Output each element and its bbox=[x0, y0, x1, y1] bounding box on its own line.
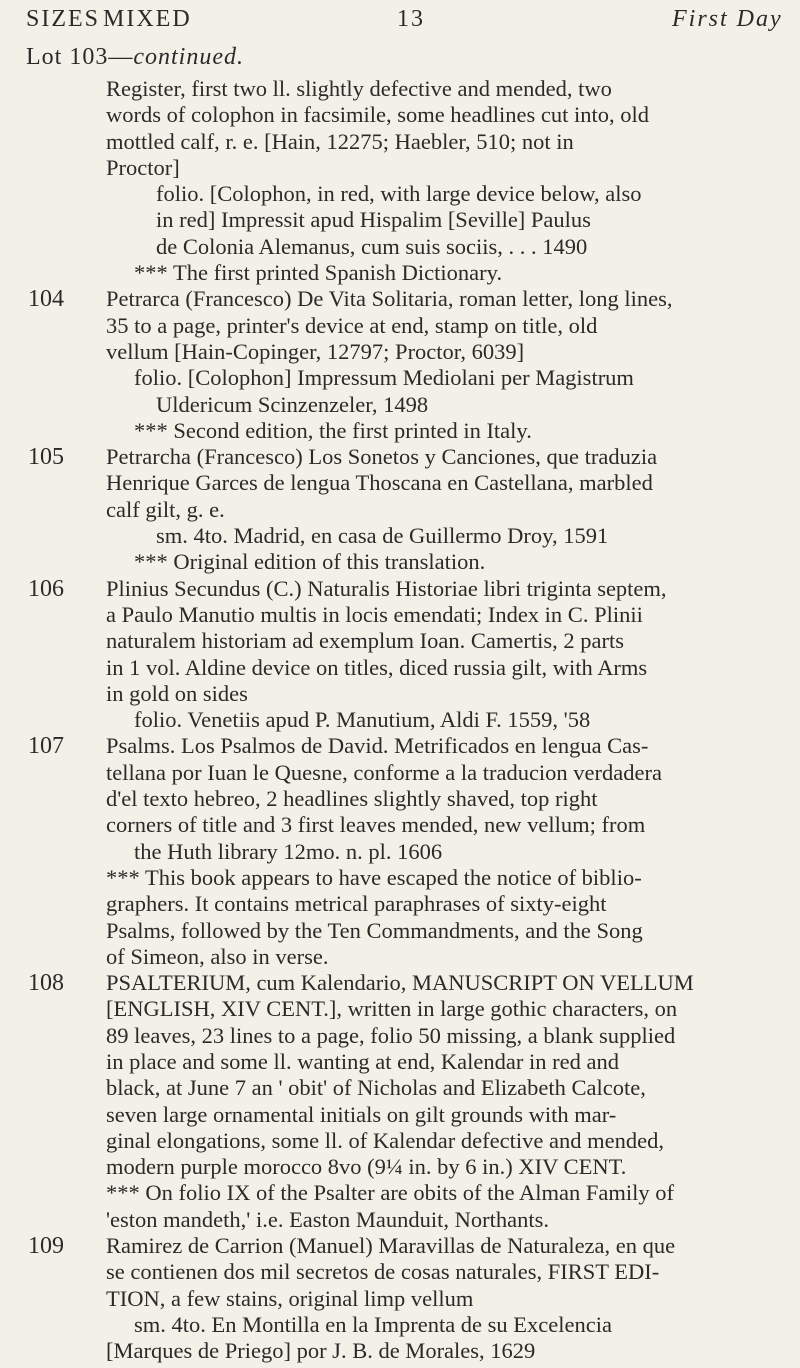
lot-entry bbox=[0, 444, 800, 575]
lot-line: folio. [Colophon, in red, with large device below, also bbox=[156, 181, 642, 207]
lot-line: in red] Impressit apud Hispalim [Seville] Paulus bbox=[156, 207, 591, 233]
lot-line: in gold on sides bbox=[106, 680, 248, 706]
lot-number: 105 bbox=[28, 444, 64, 471]
continued-label: continued. bbox=[133, 44, 244, 70]
lot-line: de Colonia Alemanus, cum suis sociis, . . . 1490 bbox=[156, 233, 588, 259]
lot-line: folio. Venetiis apud P. Manutium, Aldi F. 1559, '58 bbox=[134, 707, 591, 733]
lot-entry bbox=[0, 576, 800, 734]
lot-line: tellana por Iuan le Quesne, conforme a la traducion verdadera bbox=[106, 759, 662, 785]
lot-line: of Simeon, also in verse. bbox=[106, 943, 329, 969]
lot-line: Proctor] bbox=[106, 154, 180, 180]
lot-line: *** Second edition, the first printed in Italy. bbox=[134, 417, 532, 443]
lot-line: Petrarcha (Francesco) Los Sonetos y Canciones, que traduzia bbox=[106, 444, 658, 470]
continued-heading bbox=[26, 44, 244, 71]
lot-description bbox=[106, 286, 776, 444]
lot-line: TION, a few stains, original limp vellum bbox=[106, 1285, 474, 1311]
lot-description bbox=[106, 1233, 776, 1364]
lot-line: *** Original edition of this translation. bbox=[134, 549, 486, 575]
lot-line: modern purple morocco 8vo (9¼ in. by 6 in.) XIV CENT. bbox=[106, 1154, 627, 1180]
lot-line: a Paulo Manutio multis in locis emendati; Index in C. Plinii bbox=[106, 601, 643, 627]
lot-line: Uldericum Scinzenzeler, 1498 bbox=[156, 391, 429, 417]
lot-entry bbox=[0, 970, 800, 1233]
lot-number: 106 bbox=[28, 575, 64, 602]
lot-entry bbox=[0, 1233, 800, 1364]
lot-number: 104 bbox=[28, 286, 64, 313]
lot-line: calf gilt, g. e. bbox=[106, 496, 225, 522]
lot-line: mottled calf, r. e. [Hain, 12275; Haebler, 510; not in bbox=[106, 128, 574, 154]
lot-line: corners of title and 3 first leaves mended, new vellum; from bbox=[106, 812, 646, 838]
lot-number: 108 bbox=[28, 970, 64, 997]
lot-line: [ENGLISH, XIV CENT.], written in large gothic characters, on bbox=[106, 996, 678, 1022]
lot-line: 'eston mandeth,' i.e. Easton Maunduit, Northants. bbox=[106, 1206, 550, 1232]
lot-line: sm. 4to. En Montilla en la Imprenta de su Excelencia bbox=[134, 1311, 612, 1337]
lot-list bbox=[0, 76, 800, 1365]
lot-line: black, at June 7 an ' obit' of Nicholas and Elizabeth Calcote, bbox=[106, 1075, 646, 1101]
lot-line: sm. 4to. Madrid, en casa de Guillermo Droy, 1591 bbox=[156, 523, 609, 549]
lot-line: Psalms, followed by the Ten Commandments, and the Song bbox=[106, 917, 643, 943]
page-number: 13 bbox=[397, 6, 425, 32]
lot-line: Plinius Secundus (C.) Naturalis Historiae libri triginta septem, bbox=[106, 575, 667, 601]
lot-line: [Marques de Priego] por J. B. de Morales, 1629 bbox=[106, 1338, 536, 1364]
lot-line: Henrique Garces de lengua Thoscana en Castellana, marbled bbox=[106, 470, 653, 496]
lot-line: folio. [Colophon] Impressum Mediolani per Magistrum bbox=[134, 365, 634, 391]
header-mixed: MIXED bbox=[103, 6, 192, 32]
lot-number: 109 bbox=[28, 1233, 64, 1260]
lot-line: *** The first printed Spanish Dictionary. bbox=[134, 260, 503, 286]
lot-description bbox=[106, 733, 776, 970]
lot-line: words of colophon in facsimile, some headlines cut into, old bbox=[106, 102, 650, 128]
lot-line: Psalms. Los Psalmos de David. Metrificados en lengua Cas- bbox=[106, 733, 649, 759]
lot-line: vellum [Hain-Copinger, 12797; Proctor, 6039] bbox=[106, 338, 525, 364]
lot-line: Petrarca (Francesco) De Vita Solitaria, roman letter, long lines, bbox=[106, 286, 673, 312]
header-sizes: SIZES bbox=[26, 6, 101, 32]
lot-line: *** On folio IX of the Psalter are obits of the Alman Family of bbox=[106, 1180, 675, 1206]
lot-line: ginal elongations, some ll. of Kalendar defective and mended, bbox=[106, 1127, 664, 1153]
lot-description bbox=[106, 576, 776, 734]
lot-entry bbox=[0, 76, 800, 286]
lot-line: PSALTERIUM, cum Kalendario, MANUSCRIPT ON VELLUM bbox=[106, 970, 694, 996]
header-day: First Day bbox=[672, 6, 783, 32]
lot-line: graphers. It contains metrical paraphrases of sixty-eight bbox=[106, 891, 607, 917]
lot-line: naturalem historiam ad exemplum Ioan. Camertis, 2 parts bbox=[106, 628, 624, 654]
lot-line: in 1 vol. Aldine device on titles, diced russia gilt, with Arms bbox=[106, 654, 648, 680]
lot-line: se contienen dos mil secretos de cosas naturales, FIRST EDI- bbox=[106, 1259, 660, 1285]
continued-lot: Lot 103— bbox=[26, 44, 134, 70]
lot-description bbox=[106, 76, 776, 286]
lot-line: in place and some ll. wanting at end, Kalendar in red and bbox=[106, 1048, 619, 1074]
lot-line: 35 to a page, printer's device at end, stamp on title, old bbox=[106, 312, 598, 338]
lot-line: *** This book appears to have escaped the notice of biblio- bbox=[106, 864, 642, 890]
lot-line: Ramirez de Carrion (Manuel) Maravillas de Naturaleza, en que bbox=[106, 1233, 676, 1259]
lot-line: d'el texto hebreo, 2 headlines slightly shaved, top right bbox=[106, 786, 598, 812]
lot-line: the Huth library 12mo. n. pl. 1606 bbox=[134, 838, 443, 864]
lot-description bbox=[106, 444, 776, 575]
lot-entry bbox=[0, 286, 800, 444]
lot-description bbox=[106, 970, 776, 1233]
lot-line: 89 leaves, 23 lines to a page, folio 50 missing, a blank supplied bbox=[106, 1022, 676, 1048]
lot-line: Register, first two ll. slightly defective and mended, two bbox=[106, 76, 612, 101]
lot-line: seven large ornamental initials on gilt grounds with mar- bbox=[106, 1101, 617, 1127]
lot-number: 107 bbox=[28, 733, 64, 760]
lot-entry bbox=[0, 733, 800, 970]
